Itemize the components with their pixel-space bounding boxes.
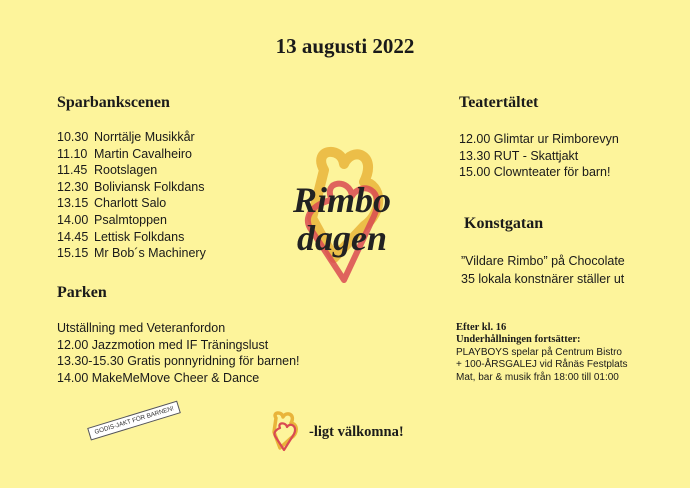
schedule-row: 15.15 Mr Bob´s Machinery [57,246,206,261]
list-item: 12.00 Jazzmotion med IF Träningslust [57,337,269,352]
rimbodagen-logo [272,140,412,290]
schedule-row: 10.30 Norrtälje Musikkår [57,130,195,144]
parken-heading: Parken [57,284,107,301]
parken-list [57,320,300,386]
konst-list [461,252,625,288]
list-item: 12.00 Glimtar ur Rimborevyn [459,132,619,146]
schedule-row: 11.10 Martin Cavalheiro [57,146,192,161]
schedule-row: 12.30 Boliviansk Folkdans [57,179,205,194]
list-item: 15.00 Clownteater för barn! [459,165,611,180]
schedule-row: 13.15 Charlott Salo [57,196,167,211]
list-item: 35 lokala konstnärer ställer ut [461,272,625,286]
list-item: PLAYBOYS spelar på Centrum Bistro [456,346,622,358]
teater-heading: Teatertältet [459,94,539,111]
list-item: 13.30 RUT - Skattjakt [459,148,579,163]
schedule-row: 14.45 Lettisk Folkdans [57,229,185,244]
sparbanken-heading: Sparbankscenen [57,94,170,111]
teater-list [459,131,619,181]
konst-heading: Konstgatan [464,215,544,232]
sparbanken-schedule [57,129,206,262]
schedule-row: 11.45 Rootslagen [57,163,158,178]
list-item: Utställning med Veteranfordon [57,321,226,335]
list-item: 14.00 MakeMeMove Cheer & Dance [57,370,260,385]
b-heart-icon [266,410,304,457]
godis-jakt-stamp: GODIS-JAKT FÖR BARNEN! [87,400,181,440]
efter-heading: Efter kl. 16 [456,322,507,333]
list-item: Mat, bar & musik från 18:00 till 01:00 [456,371,619,383]
welcome-text: -ligt välkomna! [309,424,404,440]
list-item: + 100-ÅRSGALEJ vid Rånäs Festplats [456,359,628,371]
event-date: 13 augusti 2022 [275,34,415,58]
efter-subtitle: Underhållningen fortsätter: [456,334,581,346]
logo-wordmark: Rimbo dagen [292,180,391,258]
list-item: 13.30-15.30 Gratis ponnyridning för barnen! [57,354,300,369]
list-item: ”Vildare Rimbo” på Chocolate [461,254,625,268]
schedule-row: 14.00 Psalmtoppen [57,212,167,227]
efter-section [456,322,627,384]
